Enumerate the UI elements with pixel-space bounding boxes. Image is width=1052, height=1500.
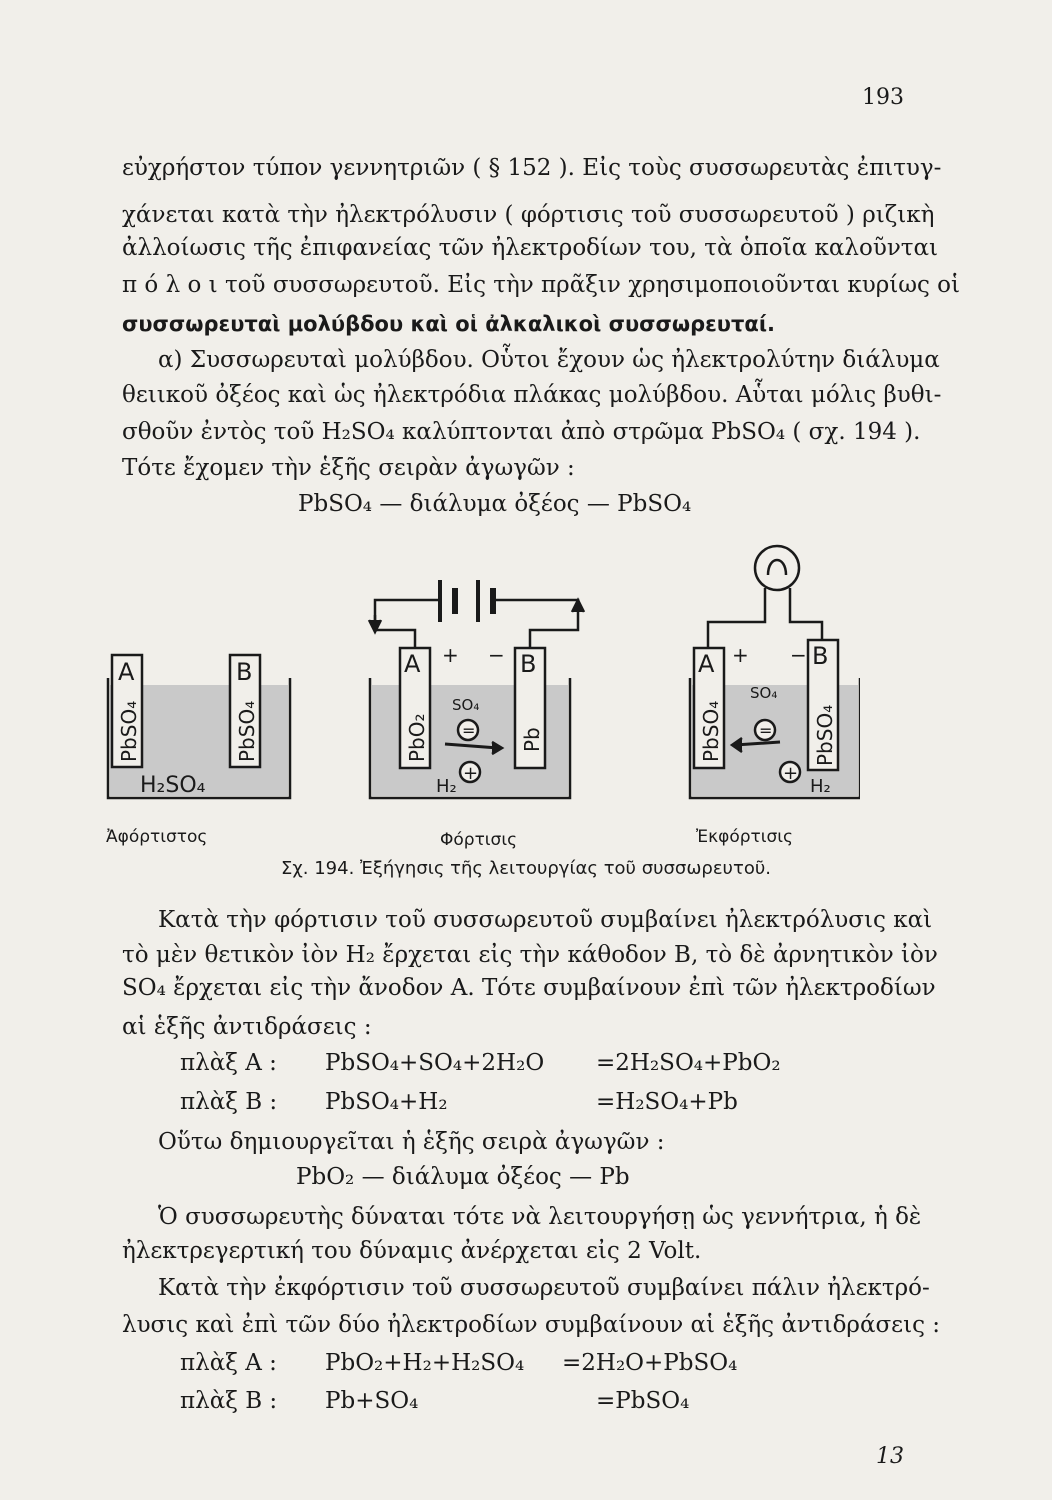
battery-figure [100,530,860,830]
wire-3b [790,588,822,640]
reaction-rhs: =2H₂SO₄+PbO₂ [596,1050,781,1076]
wire-2a [375,620,415,648]
label-b-1: B [236,658,253,686]
label-a-1: A [118,658,135,686]
text-line: ἠλεκτρεγερτική του δύναμις ἀνέρχεται εἰς 2 Volt. [122,1238,702,1264]
reaction-label: πλὰξ B : [180,1089,278,1115]
label-minus-2: − [488,643,505,667]
caption-uncharged: Ἀφόρτιστος [106,827,208,847]
label-pbso4-1b: PbSO₄ [235,700,259,762]
conductor-chain-2: PbO₂ — διάλυμα ὀξέος — Pb [296,1164,630,1190]
label-a-3: A [698,650,715,678]
text-line: εὐχρήστον τύπον γεννητριῶν ( § 152 ). Εἰς τοὺς συσσωρευτὰς ἐπιτυγ- [122,155,942,181]
reaction-lhs: PbO₂+H₂+H₂SO₄ [325,1350,525,1376]
label-pbso4-3b: PbSO₄ [813,704,837,766]
label-pbo2: PbO₂ [405,713,429,762]
label-so4-2: SO₄ [452,696,480,714]
label-pbso4-3a: PbSO₄ [699,700,723,762]
text-line: Κατὰ τὴν ἐκφόρτισιν τοῦ συσσωρευτοῦ συμβαίνει πάλιν ἠλεκτρό- [158,1275,930,1301]
text-line: SO₄ ἔρχεται εἰς τὴν ἄνοδον A. Τότε συμβαίνουν ἐπὶ τῶν ἠλεκτροδίων [122,975,936,1001]
text-line: τὸ μὲν θετικὸν ἰὸν H₂ ἔρχεται εἰς τὴν κάθοδον B, τὸ δὲ ἀρνητικὸν ἰὸν [122,942,938,968]
reaction-rhs: =PbSO₄ [596,1388,690,1414]
page-number: 193 [862,85,904,110]
arrow-up-icon [572,600,584,612]
label-minus-3: − [790,643,807,667]
text-line: σθοῦν ἐντὸς τοῦ H₂SO₄ καλύπτονται ἀπὸ στρῶμα PbSO₄ ( σχ. 194 ). [122,419,921,445]
reaction-lhs: PbSO₄+SO₄+2H₂O [325,1050,545,1076]
wire-2d [520,600,578,620]
label-pb: Pb [520,727,544,752]
lamp-icon [755,546,799,590]
reaction-rhs: =2H₂O+PbSO₄ [562,1350,738,1376]
wire-2b [530,620,578,648]
caption-discharging: Ἐκφόρτισις [696,827,794,847]
reaction-lhs: PbSO₄+H₂ [325,1089,448,1115]
text-line: π ό λ ο ι τοῦ συσσωρευτοῦ. Εἰς τὴν πρᾶξιν χρησιμοποιοῦνται κυρίως οἱ [122,272,961,298]
wire-2c [375,600,440,620]
label-so4-3: SO₄ [750,684,778,702]
signature-mark: 13 [876,1444,904,1469]
label-plus-2: + [442,643,459,667]
label-h2-3: H₂ [810,776,831,797]
bold-heading-line: συσσωρευταὶ μολύβδου καὶ οἱ ἀλκαλικοὶ συσσωρευταί. [122,312,775,336]
label-b-3: B [812,642,829,670]
figure-title: Σχ. 194. Ἐξήγησις τῆς λειτουργίας τοῦ συσσωρευτοῦ. [281,858,771,879]
text-line: Οὕτω δημιουργεῖται ἡ ἑξῆς σειρὰ ἀγωγῶν : [158,1129,665,1155]
text-line: ἀλλοίωσις τῆς ἐπιφανείας τῶν ἠλεκτροδίων του, τὰ ὁποῖα καλοῦνται [122,235,939,261]
text-line: Ὁ συσσωρευτὴς δύναται τότε νὰ λειτουργήσῃ ὡς γεννήτρια, ἡ δὲ [158,1204,922,1230]
label-a-2: A [404,650,421,678]
text-line: α) Συσσωρευταὶ μολύβδου. Οὗτοι ἔχουν ὡς ἠλεκτρολύτην διάλυμα [158,347,940,373]
conductor-chain-1: PbSO₄ — διάλυμα ὀξέος — PbSO₄ [298,491,692,517]
reaction-label: πλὰξ B : [180,1388,278,1414]
ion-minus-sign-2: = [462,721,476,740]
reaction-label: πλὰξ A : [180,1050,277,1076]
label-h2-2: H₂ [436,776,457,797]
ion-plus-sign-3: + [783,763,799,784]
caption-charging: Φόρτισις [440,830,518,850]
text-line: αἱ ἑξῆς ἀντιδράσεις : [122,1014,372,1040]
ion-plus-sign-2: + [463,763,479,784]
wire-3a [708,588,765,648]
text-line: Κατὰ τὴν φόρτισιν τοῦ συσσωρευτοῦ συμβαίνει ἠλεκτρόλυσις καὶ [158,907,933,933]
label-b-2: B [520,650,537,678]
reaction-rhs: =H₂SO₄+Pb [596,1089,738,1115]
label-h2so4: H₂SO₄ [140,773,206,798]
ion-minus-sign-3: = [759,721,773,740]
label-plus-3: + [732,643,749,667]
reaction-lhs: Pb+SO₄ [325,1388,419,1414]
label-pbso4-1a: PbSO₄ [117,700,141,762]
text-line: λυσις καὶ ἐπὶ τῶν δύο ἠλεκτροδίων συμβαίνουν αἱ ἑξῆς ἀντιδράσεις : [122,1312,941,1338]
text-line: Τότε ἔχομεν τὴν ἑξῆς σειρὰν ἀγωγῶν : [122,455,575,481]
reaction-label: πλὰξ A : [180,1350,277,1376]
text-line: χάνεται κατὰ τὴν ἠλεκτρόλυσιν ( φόρτισις τοῦ συσσωρευτοῦ ) ριζικὴ [122,202,935,228]
text-line: θειικοῦ ὀξέος καὶ ὡς ἠλεκτρόδια πλάκας μολύβδου. Αὗται μόλις βυθι- [122,382,942,408]
